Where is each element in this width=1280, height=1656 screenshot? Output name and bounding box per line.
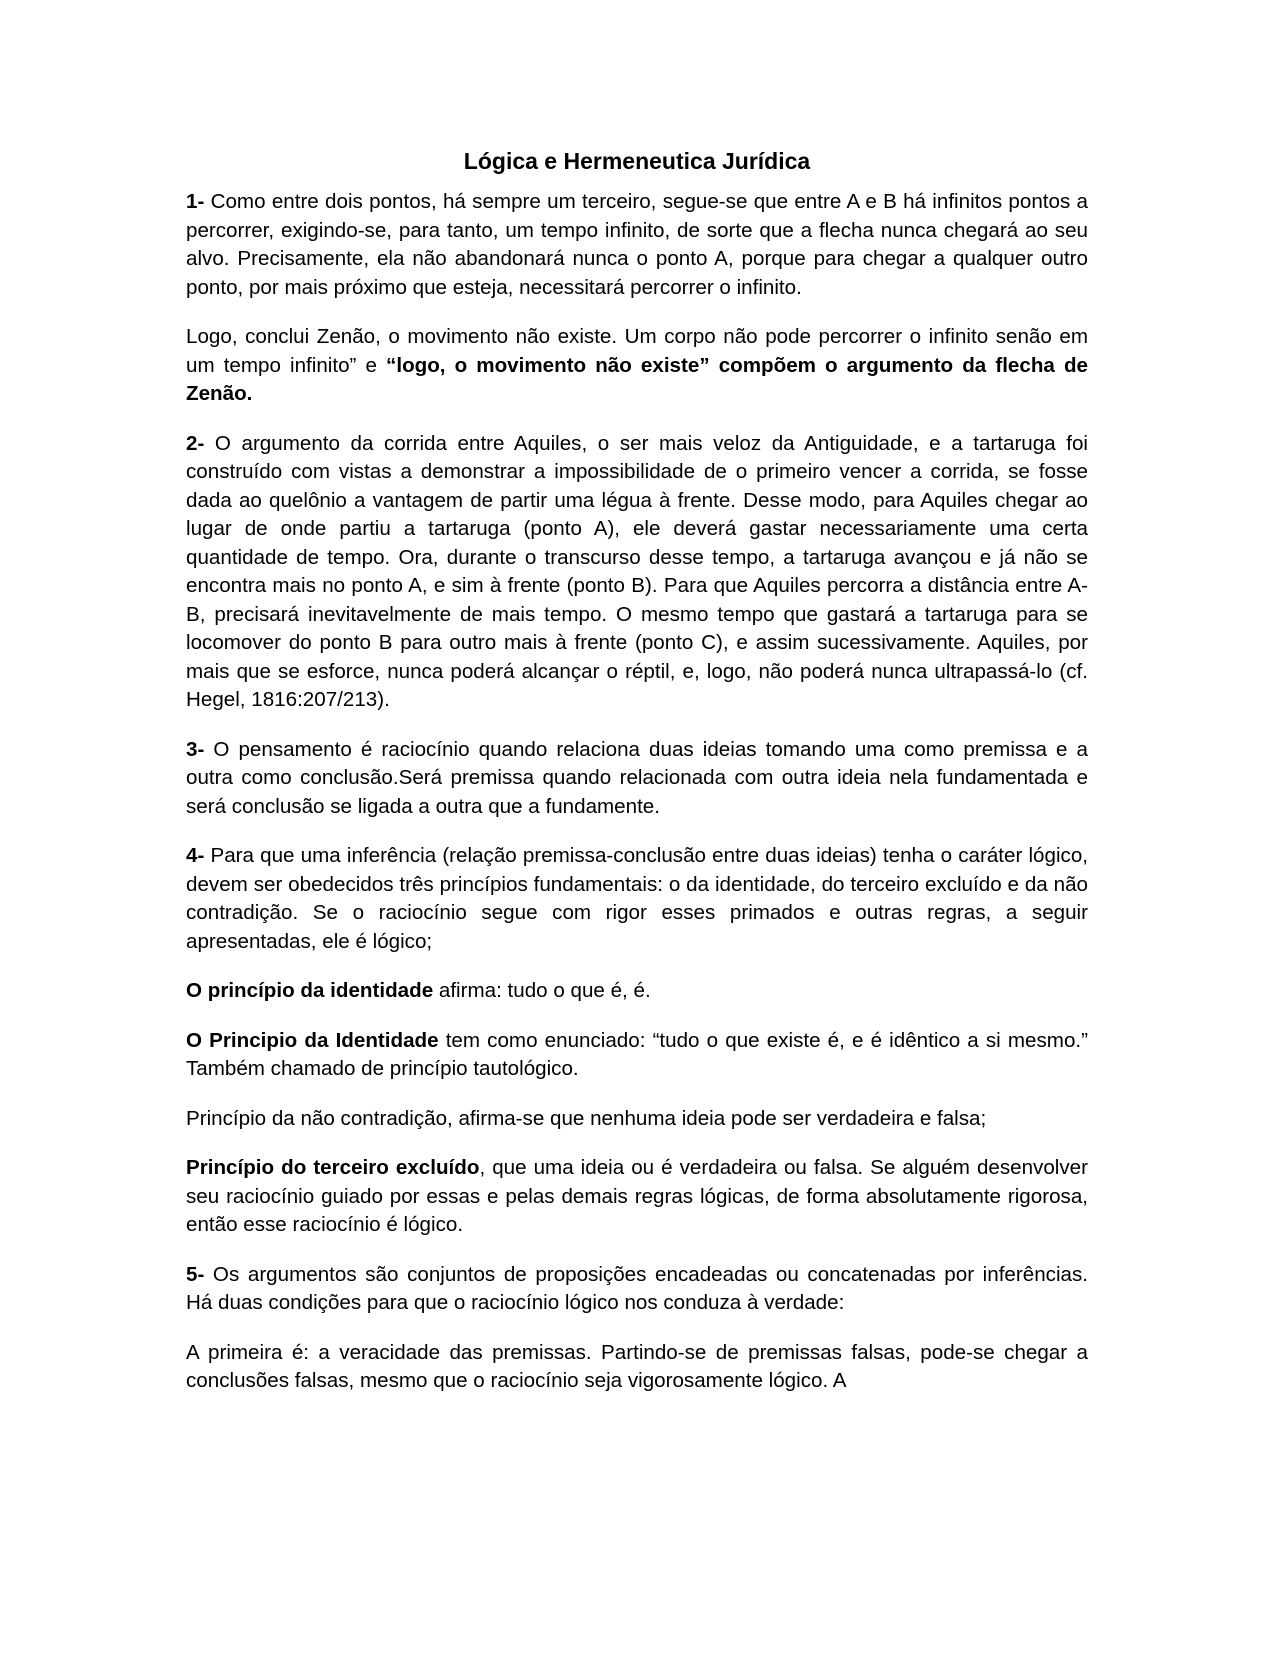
paragraph-lead: O Principio da Identidade <box>186 1028 439 1052</box>
paragraph-text: Os argumentos são conjuntos de proposições encadeadas ou concatenadas por inferências. Há duas condições para que o raciocínio lógico nos conduza à verdade: <box>186 1262 1088 1314</box>
paragraph-bold-tail: “logo, o movimento não existe” compõem o argumento da flecha de Zenão. <box>186 353 1088 405</box>
paragraph-7 <box>186 1027 1088 1084</box>
paragraph-text: A primeira é: a veracidade das premissas. Partindo-se de premissas falsas, pode-se chegar a conclusões falsas, mesmo que o raciocínio seja vigorosamente lógico. A <box>186 1340 1088 1392</box>
paragraph-5 <box>186 842 1088 956</box>
paragraph-lead: 3- <box>186 737 205 761</box>
paragraph-10 <box>186 1261 1088 1318</box>
paragraph-4 <box>186 736 1088 822</box>
paragraph-lead: O princípio da identidade <box>186 979 434 1002</box>
paragraph-text: Como entre dois pontos, há sempre um terceiro, segue-se que entre A e B há infinitos pontos a percorrer, exigindo-se, para tanto, um tempo infinito, de sorte que a flecha nunca chegará ao seu alvo. Precisamente, ela não abandonará nunca o ponto A, porque para chegar a qualquer outro ponto, por mais próximo que esteja, necessitará percorrer o infinito. <box>186 190 1088 299</box>
paragraph-lead: 2- <box>186 431 205 455</box>
paragraph-text: , que uma ideia ou é verdadeira ou falsa. Se alguém desenvolver seu raciocínio guiado por essas e pelas demais regras lógicas, de forma absolutamente rigorosa, então esse raciocínio é lógico. <box>186 1156 1088 1236</box>
paragraph-2 <box>186 323 1088 409</box>
paragraph-6 <box>186 977 1088 1006</box>
paragraph-text: tem como enunciado: “tudo o que existe é, e é idêntico a si mesmo.” Também chamado de princípio tautológico. <box>186 1028 1088 1080</box>
paragraph-lead: Princípio do terceiro excluído <box>186 1156 480 1179</box>
document-title: Lógica e Hermeneutica Jurídica <box>463 148 811 174</box>
paragraph-8 <box>186 1105 1088 1134</box>
paragraph-lead: 1- <box>186 190 205 213</box>
paragraph-3 <box>186 430 1088 715</box>
paragraph-text: O argumento da corrida entre Aquiles, o ser mais veloz da Antiguidade, e a tartaruga foi construído com vistas a demonstrar a impossibilidade de o primeiro vencer a corrida, se fosse dada ao quelônio a vantagem de partir uma légua à frente. Desse modo, para Aquiles chegar ao lugar de onde partiu a tartaruga (ponto A), ele deverá gastar necessariamente uma certa quantidade de tempo. Ora, durante o transcurso desse tempo, a tartaruga avançou e já não se encontra mais no ponto A, e sim à frente (ponto B). Para que Aquiles percorra a distância entre A-B, precisará inevitavelmente de mais tempo. O mesmo tempo que gastará a tartaruga para se locomover do ponto B para outro mais à frente (ponto C), e assim sucessivamente. Aquiles, por mais que se esforce, nunca poderá alcançar o réptil, e, logo, não poderá nunca ultrapassá-lo (cf. Hegel, 1816:207/213). <box>186 431 1088 711</box>
paragraph-1 <box>186 188 1088 302</box>
paragraph-text: Para que uma inferência (relação premissa-conclusão entre duas ideias) tenha o caráter lógico, devem ser obedecidos três princípios fundamentais: o da identidade, do terceiro excluído e da não contradição. Se o raciocínio segue com rigor esses primados e outras regras, a seguir apresentadas, ele é lógico; <box>186 844 1088 953</box>
paragraph-11 <box>186 1339 1088 1396</box>
paragraph-lead: 5- <box>186 1262 205 1286</box>
paragraph-text: afirma: tudo o que é, é. <box>433 979 651 1002</box>
document-page <box>186 143 1088 1417</box>
paragraph-text: Princípio da não contradição, afirma-se que nenhuma ideia pode ser verdadeira e falsa; <box>186 1106 987 1130</box>
paragraph-text: Logo, conclui Zenão, o movimento não existe. Um corpo não pode percorrer o infinito senão em um tempo infinito” e <box>186 325 1088 377</box>
paragraph-lead: 4- <box>186 844 205 867</box>
paragraph-text: O pensamento é raciocínio quando relaciona duas ideias tomando uma como premissa e a outra como conclusão.Será premissa quando relacionada com outra ideia nela fundamentada e será conclusão se ligada a outra que a fundamente. <box>186 737 1088 818</box>
paragraph-9 <box>186 1154 1088 1240</box>
